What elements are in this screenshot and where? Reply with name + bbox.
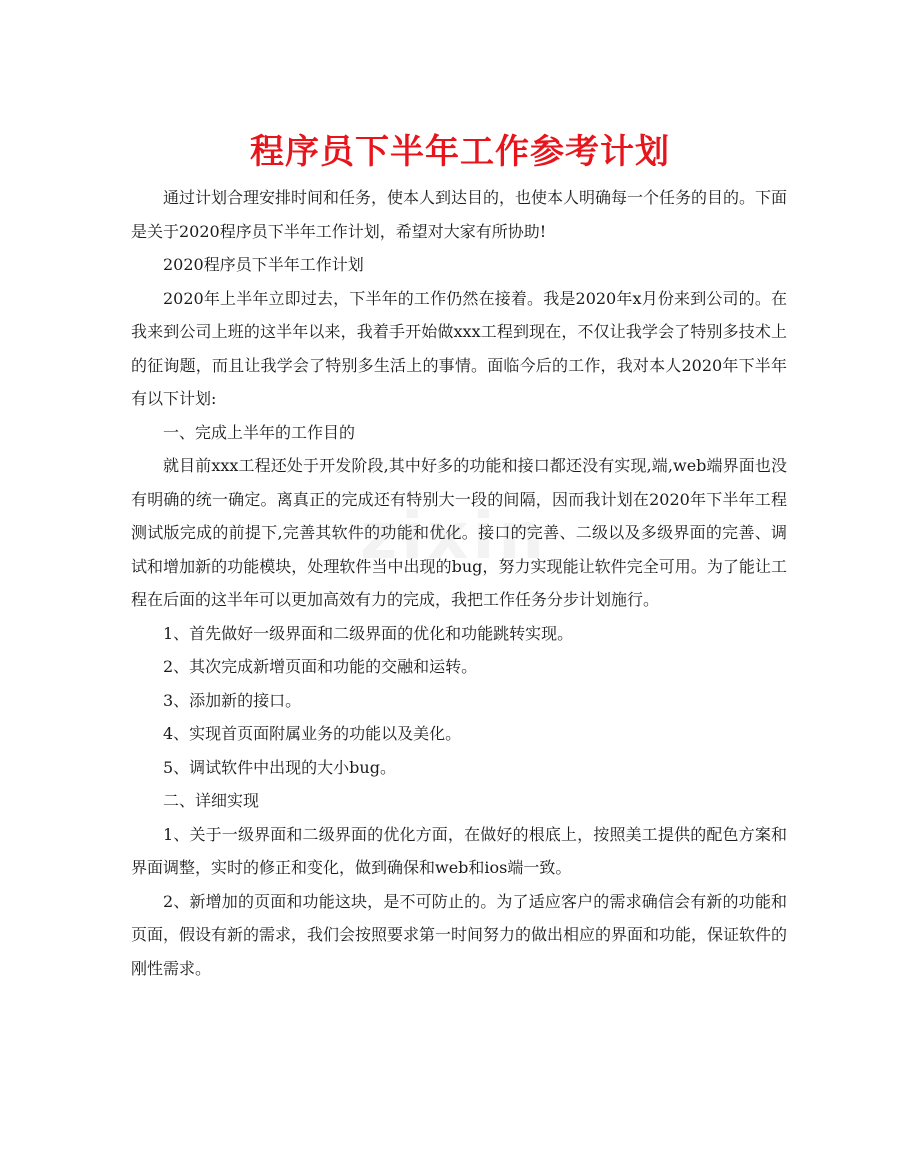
- section-heading-1: 一、完成上半年的工作目的: [163, 422, 356, 442]
- list-item-5: 5、调试软件中出现的大小bug。: [163, 757, 396, 777]
- list-item-3: 3、添加新的接口。: [163, 690, 302, 710]
- paragraph-section-1: 就目前xxx工程还处于开发阶段,其中好多的功能和接口都还没有实现,端,web端界面也没有明确的统一确定。离真正的完成还有特别大一段的间隔，因而我计划在2020年下半年工程测试版完成的前提下,完善其软件的功能和优化。接口的完善、二级以及多级界面的完善、调试和增加新的功能模块，处理软件当中出现的bug，努力实现能让软件完全可用。为了能让工程在后面的这半年可以更加高效有力的完成，我把工作任务分步计划施行。: [131, 456, 787, 609]
- document-body: [131, 181, 787, 985]
- list-item-1: 1、首先做好一级界面和二级界面的优化和功能跳转实现。: [163, 623, 574, 643]
- paragraph-intro: 通过计划合理安排时间和任务，使本人到达目的，也使本人明确每一个任务的目的。下面是关于2020程序员下半年工作计划，希望对大家有所协助!: [131, 188, 788, 241]
- paragraph-overview: 2020年上半年立即过去，下半年的工作仍然在接着。我是2020年x月份来到公司的。在我来到公司上班的这半年以来，我着手开始做xxx工程到现在，不仅让我学会了特别多技术上的征询题，而且让我学会了特别多生活上的事情。面临今后的工作，我对本人2020年下半年有以下计划:: [131, 288, 787, 408]
- list-item-2: 2、其次完成新增页面和功能的交融和运转。: [163, 657, 478, 676]
- document-title: 程序员下半年工作参考计划: [250, 132, 670, 172]
- paragraph-detail-1: 1、关于一级界面和二级界面的优化方面，在做好的根底上，按照美工提供的配色方案和界面调整，实时的修正和变化，做到确保和web和ios端一致。: [131, 824, 787, 877]
- watermark: zixin: [360, 500, 548, 574]
- paragraph-subtitle: 2020程序员下半年工作计划: [163, 255, 364, 274]
- paragraph-detail-2: 2、新增加的页面和功能这块，是不可防止的。为了适应客户的需求确信会有新的功能和页面，假设有新的需求，我们会按照要求第一时间努力的做出相应的界面和功能，保证软件的刚性需求。: [131, 891, 788, 978]
- list-item-4: 4、实现首页面附属业务的功能以及美化。: [163, 724, 462, 743]
- section-heading-2: 二、详细实现: [163, 791, 260, 810]
